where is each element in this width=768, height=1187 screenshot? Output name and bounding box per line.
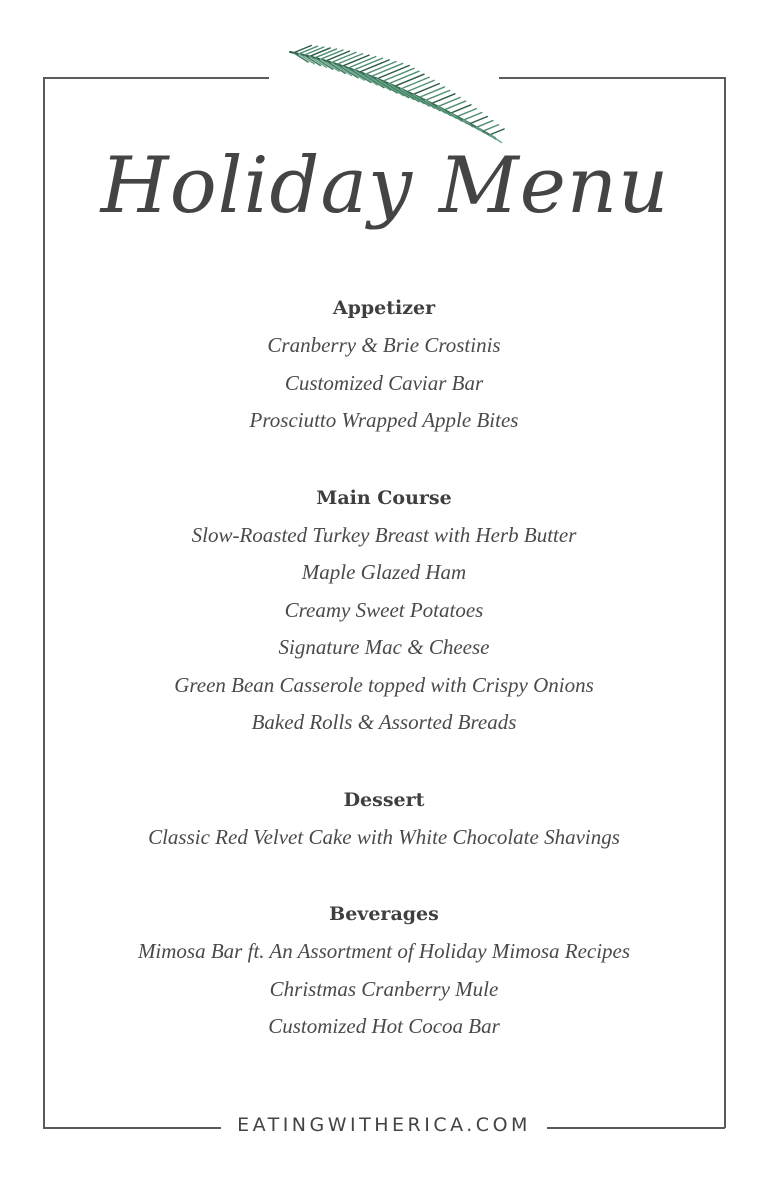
section-gap: [0, 742, 768, 782]
menu-item: Classic Red Velvet Cake with White Chocolate Shavings: [148, 824, 620, 849]
frame-top-right: [499, 77, 725, 79]
section-heading: Dessert: [343, 788, 425, 811]
menu-item: Signature Mac & Cheese: [278, 635, 490, 659]
menu-item: Green Bean Casserole topped with Crispy Onions: [174, 672, 594, 697]
menu-item: Customized Caviar Bar: [284, 370, 484, 395]
menu-item: Prosciutto Wrapped Apple Bites: [249, 408, 519, 432]
frame-bottom-left: [43, 1127, 221, 1129]
frame-top-left: [43, 77, 269, 79]
menu-item: Cranberry & Brie Crostinis: [267, 333, 501, 357]
menu-item: Christmas Cranberry Mule: [269, 976, 499, 1001]
menu-item: Baked Rolls & Assorted Breads: [251, 710, 517, 734]
section-heading: Appetizer: [332, 297, 436, 319]
menu-item: Maple Glazed Ham: [301, 560, 467, 584]
section-gap: [0, 440, 768, 480]
page-title-text: Holiday Menu: [100, 141, 670, 231]
frame-bottom-right: [547, 1127, 725, 1129]
menu-item: Creamy Sweet Potatoes: [284, 597, 484, 622]
section-heading: Beverages: [329, 903, 439, 925]
section-gap: [0, 856, 768, 896]
footer-website: EATINGWITHERICA.COM: [237, 1114, 531, 1136]
menu-item: Slow-Roasted Turkey Breast with Herb Butter: [191, 522, 577, 547]
menu-item: Customized Hot Cocoa Bar: [268, 1014, 500, 1038]
section-heading: Main Course: [316, 486, 452, 509]
page-title: [100, 120, 670, 270]
menu-list: [0, 290, 768, 1046]
menu-item: Mimosa Bar ft. An Assortment of Holiday Mimosa Recipes: [137, 939, 631, 963]
